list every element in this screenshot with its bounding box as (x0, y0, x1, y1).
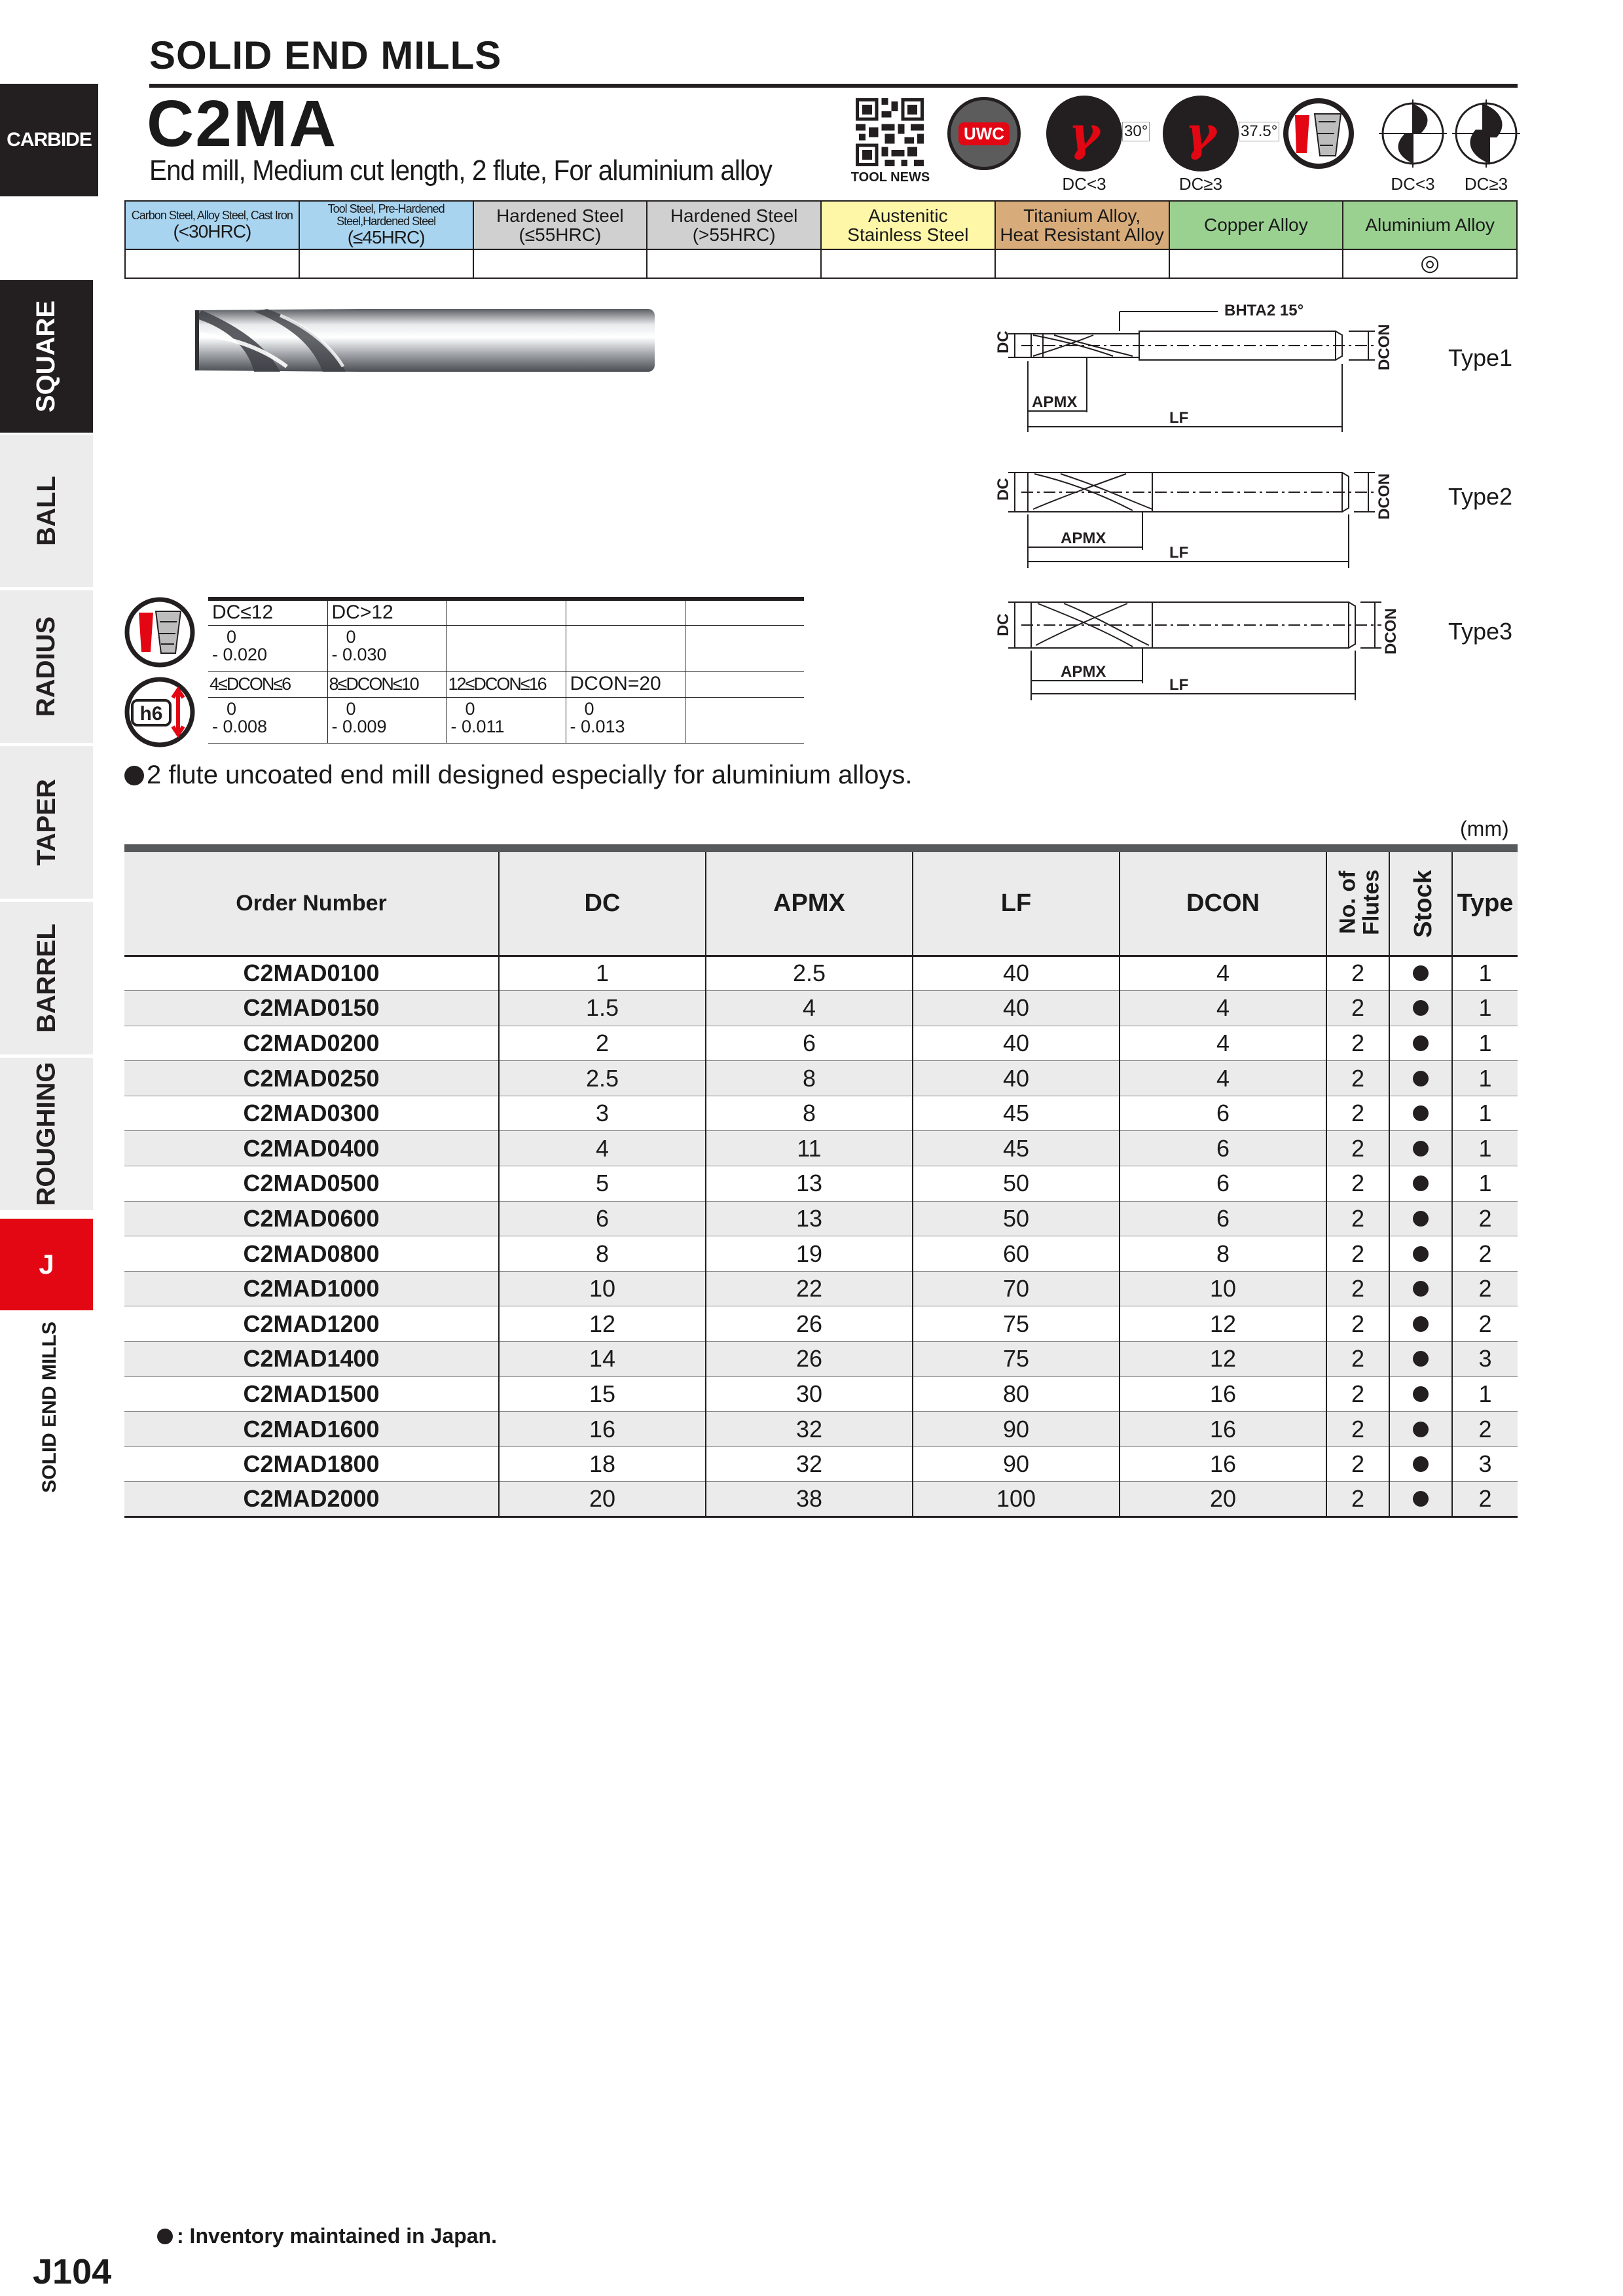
helix-angle-37-condition: DC≥3 (1178, 174, 1223, 194)
type2-label: Type2 (1448, 483, 1513, 510)
cell-dc: 14 (499, 1342, 706, 1377)
lf-label: LF (1169, 676, 1189, 694)
cell-apmx: 4 (706, 991, 913, 1026)
table-row (124, 1026, 1518, 1061)
cell-order-number: C2MAD0150 (124, 991, 499, 1026)
tol-dcon-value (447, 697, 566, 743)
tab-square-label: SQUARE (31, 300, 61, 413)
tol-empty (685, 625, 804, 671)
tab-radius[interactable] (0, 590, 93, 743)
suit-cell (821, 249, 995, 278)
tol-dcon-value (566, 697, 685, 743)
cell-type: 1 (1452, 1026, 1518, 1061)
cell-dc: 4 (499, 1131, 706, 1166)
cell-dcon: 6 (1120, 1131, 1326, 1166)
cell-stock (1389, 1482, 1452, 1517)
tab-j-active[interactable] (0, 1219, 93, 1310)
helix-angle-37-label: 37.5° (1239, 122, 1279, 141)
cell-apmx: 8 (706, 1096, 913, 1131)
cell-dc: 1.5 (499, 991, 706, 1026)
cell-type: 2 (1452, 1271, 1518, 1306)
tab-taper-label: TAPER (31, 779, 61, 866)
col-lf: LF (913, 848, 1120, 956)
tab-ball[interactable] (0, 435, 93, 587)
cell-apmx: 13 (706, 1166, 913, 1202)
col-stock (1389, 848, 1452, 956)
footnote (157, 2224, 497, 2248)
cell-flutes: 2 (1326, 1412, 1389, 1447)
cell-order-number: C2MAD1200 (124, 1306, 499, 1342)
type3-diagram (1008, 602, 1381, 700)
table-row (124, 1446, 1518, 1482)
tol-dcon-header: DCON=20 (566, 671, 685, 697)
cell-apmx: 38 (706, 1482, 913, 1517)
cell-lf: 90 (913, 1412, 1120, 1447)
cell-dcon: 20 (1120, 1482, 1326, 1517)
tol-upper: 0 (465, 698, 475, 719)
bullet-icon (124, 766, 144, 785)
helix-angle-37-icon (1163, 96, 1239, 171)
cell-flutes: 2 (1326, 1061, 1389, 1096)
col-stock-label: Stock (1409, 869, 1437, 938)
col-flutes (1326, 848, 1389, 956)
cell-dcon: 16 (1120, 1412, 1326, 1447)
qr-code-icon[interactable] (856, 98, 924, 166)
tol-dcon-header: 8≤DCON≤10 (327, 671, 447, 697)
cell-dcon: 16 (1120, 1376, 1326, 1412)
cell-order-number: C2MAD1400 (124, 1342, 499, 1377)
type1-label: Type1 (1448, 344, 1513, 371)
tol-upper: 0 (346, 626, 356, 647)
cell-flutes: 2 (1326, 1131, 1389, 1166)
suit-cell (995, 249, 1169, 278)
table-row (124, 1061, 1518, 1096)
helix-angle-30-condition: DC<3 (1062, 174, 1106, 194)
cell-dcon: 12 (1120, 1306, 1326, 1342)
lf-label: LF (1169, 544, 1189, 562)
tol-dc-header: DC>12 (327, 599, 447, 625)
tolerance-end-mill-icon (1281, 96, 1357, 171)
carbide-tab (0, 84, 98, 196)
material-aluminium-alloy (1343, 201, 1517, 249)
header-rule (149, 84, 1518, 88)
apmx-label: APMX (1061, 663, 1106, 681)
tab-square[interactable] (0, 280, 93, 433)
cell-dcon: 12 (1120, 1342, 1326, 1377)
table-row (124, 1412, 1518, 1447)
table-row (124, 1342, 1518, 1377)
cell-dc: 3 (499, 1096, 706, 1131)
cell-stock (1389, 1412, 1452, 1447)
cell-apmx: 32 (706, 1446, 913, 1482)
dcon-label: DCON (1376, 473, 1393, 520)
cell-lf: 40 (913, 1026, 1120, 1061)
material-line2: (≤55HRC) (519, 224, 602, 245)
helix-symbol: γ (1068, 105, 1100, 161)
cell-stock (1389, 991, 1452, 1026)
end-mill-photo (189, 268, 660, 399)
tab-barrel[interactable] (0, 902, 93, 1054)
col-dc: DC (499, 848, 706, 956)
cell-dc: 15 (499, 1376, 706, 1412)
tol-dcon-header: 12≤DCON≤16 (447, 671, 566, 697)
col-flutes-line1: No. of (1335, 870, 1360, 935)
cell-stock (1389, 1166, 1452, 1202)
material-line1: Hardened Steel (670, 205, 798, 226)
col-order-number: Order Number (124, 848, 499, 956)
cell-lf: 40 (913, 991, 1120, 1026)
cell-stock (1389, 1061, 1452, 1096)
cell-stock (1389, 956, 1452, 991)
type1-diagram (1008, 312, 1375, 432)
cell-order-number: C2MAD1500 (124, 1376, 499, 1412)
material-suitability-table (124, 200, 1518, 279)
tol-upper: 0 (584, 698, 594, 719)
cell-flutes: 2 (1326, 1166, 1389, 1202)
type3-label: Type3 (1448, 618, 1513, 645)
cell-dc: 20 (499, 1482, 706, 1517)
cell-flutes: 2 (1326, 1482, 1389, 1517)
material-line1: Carbon Steel, Alloy Steel, Cast Iron (131, 208, 293, 222)
cell-flutes: 2 (1326, 1236, 1389, 1272)
col-flutes-line2: Flutes (1359, 870, 1384, 936)
cell-apmx: 13 (706, 1201, 913, 1236)
cell-lf: 60 (913, 1236, 1120, 1272)
dc-label: DC (994, 613, 1012, 636)
cell-type: 3 (1452, 1342, 1518, 1377)
table-row (124, 1306, 1518, 1342)
tool-dimension-diagrams (956, 301, 1525, 707)
tab-ball-label: BALL (31, 476, 61, 546)
tol-empty (685, 599, 804, 625)
cell-type: 1 (1452, 956, 1518, 991)
cell-flutes: 2 (1326, 956, 1389, 991)
material-stainless-steel (821, 201, 995, 249)
carbide-label: CARBIDE (7, 129, 92, 151)
cell-order-number: C2MAD1800 (124, 1446, 499, 1482)
cell-dcon: 16 (1120, 1446, 1326, 1482)
cell-type: 1 (1452, 991, 1518, 1026)
cell-apmx: 22 (706, 1271, 913, 1306)
cell-stock (1389, 1201, 1452, 1236)
material-line1: Titanium Alloy, (1023, 205, 1141, 226)
cell-stock (1389, 1306, 1452, 1342)
cell-order-number: C2MAD2000 (124, 1482, 499, 1517)
table-row (124, 1376, 1518, 1412)
material-tool-steel (299, 201, 473, 249)
col-apmx: APMX (706, 848, 913, 956)
cell-lf: 40 (913, 1061, 1120, 1096)
cell-stock (1389, 1026, 1452, 1061)
cell-order-number: C2MAD0200 (124, 1026, 499, 1061)
tol-empty (447, 625, 566, 671)
tol-dc-value (327, 625, 447, 671)
cell-order-number: C2MAD0600 (124, 1201, 499, 1236)
cell-dcon: 4 (1120, 956, 1326, 991)
material-line2: Heat Resistant Alloy (1000, 224, 1164, 245)
table-row (124, 1201, 1518, 1236)
table-row (124, 1271, 1518, 1306)
lf-label: LF (1169, 409, 1189, 427)
tol-lower: - 0.009 (331, 716, 387, 736)
product-code: C2MA (147, 87, 338, 160)
product-table (124, 844, 1518, 1518)
cell-stock (1389, 1376, 1452, 1412)
cell-type: 2 (1452, 1201, 1518, 1236)
apmx-label: APMX (1061, 529, 1106, 547)
material-line1: Hardened Steel (496, 205, 624, 226)
table-row (124, 991, 1518, 1026)
end-face-2-condition: DC≥3 (1464, 174, 1508, 194)
cell-order-number: C2MAD0400 (124, 1131, 499, 1166)
cell-type: 2 (1452, 1482, 1518, 1517)
cell-lf: 90 (913, 1446, 1120, 1482)
cell-dcon: 4 (1120, 991, 1326, 1026)
tol-lower: - 0.013 (570, 716, 625, 736)
cell-lf: 45 (913, 1131, 1120, 1166)
material-line2: (<30HRC) (173, 221, 251, 242)
helix-angle-30-icon (1046, 96, 1122, 171)
dc-label: DC (994, 478, 1012, 501)
cell-order-number: C2MAD1600 (124, 1412, 499, 1447)
type2-diagram (1008, 473, 1375, 568)
cell-dc: 12 (499, 1306, 706, 1342)
cell-dc: 10 (499, 1271, 706, 1306)
cell-apmx: 19 (706, 1236, 913, 1272)
cell-dc: 16 (499, 1412, 706, 1447)
cell-dcon: 10 (1120, 1271, 1326, 1306)
cell-apmx: 2.5 (706, 956, 913, 991)
stock-bullet-icon (157, 2229, 173, 2244)
tol-lower: - 0.011 (450, 716, 505, 736)
tol-lower: - 0.020 (212, 644, 268, 664)
material-line1: Copper Alloy (1203, 215, 1308, 236)
h6-label: h6 (139, 703, 163, 725)
section-label (26, 1309, 73, 1505)
cell-lf: 100 (913, 1482, 1120, 1517)
tol-dc-header: DC≤12 (208, 599, 327, 625)
helix-symbol: γ (1185, 105, 1216, 161)
cell-flutes: 2 (1326, 1026, 1389, 1061)
cell-apmx: 26 (706, 1342, 913, 1377)
qr-caption: TOOL NEWS (850, 170, 930, 185)
uwc-badge-icon (947, 97, 1021, 170)
footnote-text: : Inventory maintained in Japan. (177, 2224, 497, 2248)
col-type: Type (1452, 848, 1518, 956)
cell-order-number: C2MAD0500 (124, 1166, 499, 1202)
tab-roughing[interactable] (0, 1058, 93, 1210)
cell-lf: 50 (913, 1166, 1120, 1202)
cell-type: 2 (1452, 1236, 1518, 1272)
material-titanium-alloy (995, 201, 1169, 249)
cell-lf: 70 (913, 1271, 1120, 1306)
cell-apmx: 6 (706, 1026, 913, 1061)
suit-cell (1169, 249, 1343, 278)
table-row (124, 1482, 1518, 1517)
end-face-2-flute-center-icon (1448, 96, 1524, 171)
cell-stock (1389, 1342, 1452, 1377)
cell-stock (1389, 1131, 1452, 1166)
tol-dcon-value (327, 697, 447, 743)
cell-lf: 45 (913, 1096, 1120, 1131)
tol-upper: 0 (227, 698, 237, 719)
feature-text (124, 761, 913, 790)
cell-dc: 6 (499, 1201, 706, 1236)
tol-lower: - 0.030 (331, 644, 387, 664)
tol-dc-value (208, 625, 327, 671)
tab-roughing-label: ROUGHING (31, 1062, 61, 1206)
tab-taper[interactable] (0, 746, 93, 899)
unit-label: (mm) (1460, 817, 1509, 840)
material-line2: (≤45HRC) (347, 227, 425, 248)
cell-dcon: 6 (1120, 1096, 1326, 1131)
cell-type: 3 (1452, 1446, 1518, 1482)
end-face-2-flute-icon (1375, 96, 1451, 171)
tab-j-label: J (39, 1249, 54, 1280)
tol-empty (447, 599, 566, 625)
cell-dcon: 8 (1120, 1236, 1326, 1272)
cell-flutes: 2 (1326, 1096, 1389, 1131)
table-row (124, 1236, 1518, 1272)
cell-dcon: 6 (1120, 1166, 1326, 1202)
material-line1: Aluminium Alloy (1365, 215, 1495, 236)
tab-barrel-label: BARREL (31, 924, 61, 1033)
dcon-label: DCON (1382, 608, 1400, 655)
cell-flutes: 2 (1326, 1376, 1389, 1412)
table-row (124, 1166, 1518, 1202)
tol-empty (566, 599, 685, 625)
cell-dcon: 4 (1120, 1061, 1326, 1096)
cell-dc: 5 (499, 1166, 706, 1202)
material-hardened-steel-55 (473, 201, 647, 249)
cell-flutes: 2 (1326, 1271, 1389, 1306)
tol-empty (685, 697, 804, 743)
cell-order-number: C2MAD0100 (124, 956, 499, 991)
apmx-label: APMX (1032, 393, 1078, 411)
col-dcon: DCON (1120, 848, 1326, 956)
bhta-label: BHTA2 15° (1224, 302, 1304, 319)
end-face-1-condition: DC<3 (1391, 174, 1435, 194)
cell-type: 1 (1452, 1096, 1518, 1131)
cell-stock (1389, 1236, 1452, 1272)
cell-dc: 8 (499, 1236, 706, 1272)
material-line1: Tool Steel, Pre-Hardened Steel,Hardened Steel (327, 202, 445, 228)
cell-type: 2 (1452, 1412, 1518, 1447)
cell-order-number: C2MAD0800 (124, 1236, 499, 1272)
tab-radius-label: RADIUS (31, 616, 61, 717)
cell-type: 1 (1452, 1376, 1518, 1412)
section-label-text: SOLID END MILLS (39, 1321, 61, 1493)
tol-lower: - 0.008 (212, 716, 268, 736)
cell-dc: 2 (499, 1026, 706, 1061)
uwc-label: UWC (958, 122, 1010, 145)
cell-stock (1389, 1446, 1452, 1482)
cell-apmx: 8 (706, 1061, 913, 1096)
tol-dcon-header: 4≤DCON≤6 (208, 671, 327, 697)
cell-flutes: 2 (1326, 1201, 1389, 1236)
suit-cell-aluminium: ◎ (1343, 249, 1517, 278)
material-header-row (125, 201, 1517, 249)
cell-dc: 18 (499, 1446, 706, 1482)
material-line2: (>55HRC) (692, 224, 776, 245)
cell-type: 1 (1452, 1131, 1518, 1166)
table-row (124, 1096, 1518, 1131)
tol-upper: 0 (227, 626, 237, 647)
cell-flutes: 2 (1326, 991, 1389, 1026)
cell-apmx: 32 (706, 1412, 913, 1447)
cell-flutes: 2 (1326, 1446, 1389, 1482)
cell-lf: 75 (913, 1306, 1120, 1342)
cell-lf: 40 (913, 956, 1120, 991)
tol-empty (685, 671, 804, 697)
tol-upper: 0 (346, 698, 356, 719)
dcon-label: DCON (1376, 324, 1393, 370)
material-line2: Stainless Steel (847, 224, 969, 245)
cell-dc: 2.5 (499, 1061, 706, 1096)
cell-dcon: 4 (1120, 1026, 1326, 1061)
tol-empty (566, 625, 685, 671)
cell-type: 1 (1452, 1061, 1518, 1096)
cell-order-number: C2MAD0300 (124, 1096, 499, 1131)
table-row (124, 956, 1518, 991)
cell-flutes: 2 (1326, 1342, 1389, 1377)
product-description: End mill, Medium cut length, 2 flute, For aluminium alloy (149, 154, 772, 187)
cell-lf: 80 (913, 1376, 1120, 1412)
material-line1: Austenitic (868, 205, 948, 226)
cell-lf: 75 (913, 1342, 1120, 1377)
material-hardened-steel-over-55 (647, 201, 821, 249)
h6-tolerance-icon (124, 677, 195, 747)
cell-flutes: 2 (1326, 1306, 1389, 1342)
table-header-row (124, 848, 1518, 956)
cell-lf: 50 (913, 1201, 1120, 1236)
table-row (124, 1131, 1518, 1166)
tolerance-table (208, 597, 804, 744)
cell-apmx: 26 (706, 1306, 913, 1342)
dc-label: DC (994, 331, 1012, 353)
cell-apmx: 30 (706, 1376, 913, 1412)
category-title: SOLID END MILLS (149, 33, 502, 77)
cell-order-number: C2MAD0250 (124, 1061, 499, 1096)
cell-type: 1 (1452, 1166, 1518, 1202)
cell-dcon: 6 (1120, 1201, 1326, 1236)
page-number: J104 (33, 2252, 112, 2291)
cell-type: 2 (1452, 1306, 1518, 1342)
cell-dc: 1 (499, 956, 706, 991)
feature-text-content: 2 flute uncoated end mill designed especially for aluminium alloys. (147, 761, 913, 789)
cell-stock (1389, 1271, 1452, 1306)
cell-apmx: 11 (706, 1131, 913, 1166)
material-carbon-steel (125, 201, 299, 249)
suit-cell (647, 249, 821, 278)
cell-order-number: C2MAD1000 (124, 1271, 499, 1306)
helix-angle-30-label: 30° (1122, 122, 1150, 141)
material-copper-alloy (1169, 201, 1343, 249)
cell-stock (1389, 1096, 1452, 1131)
tol-dcon-value (208, 697, 327, 743)
dc-tolerance-icon (124, 597, 195, 668)
